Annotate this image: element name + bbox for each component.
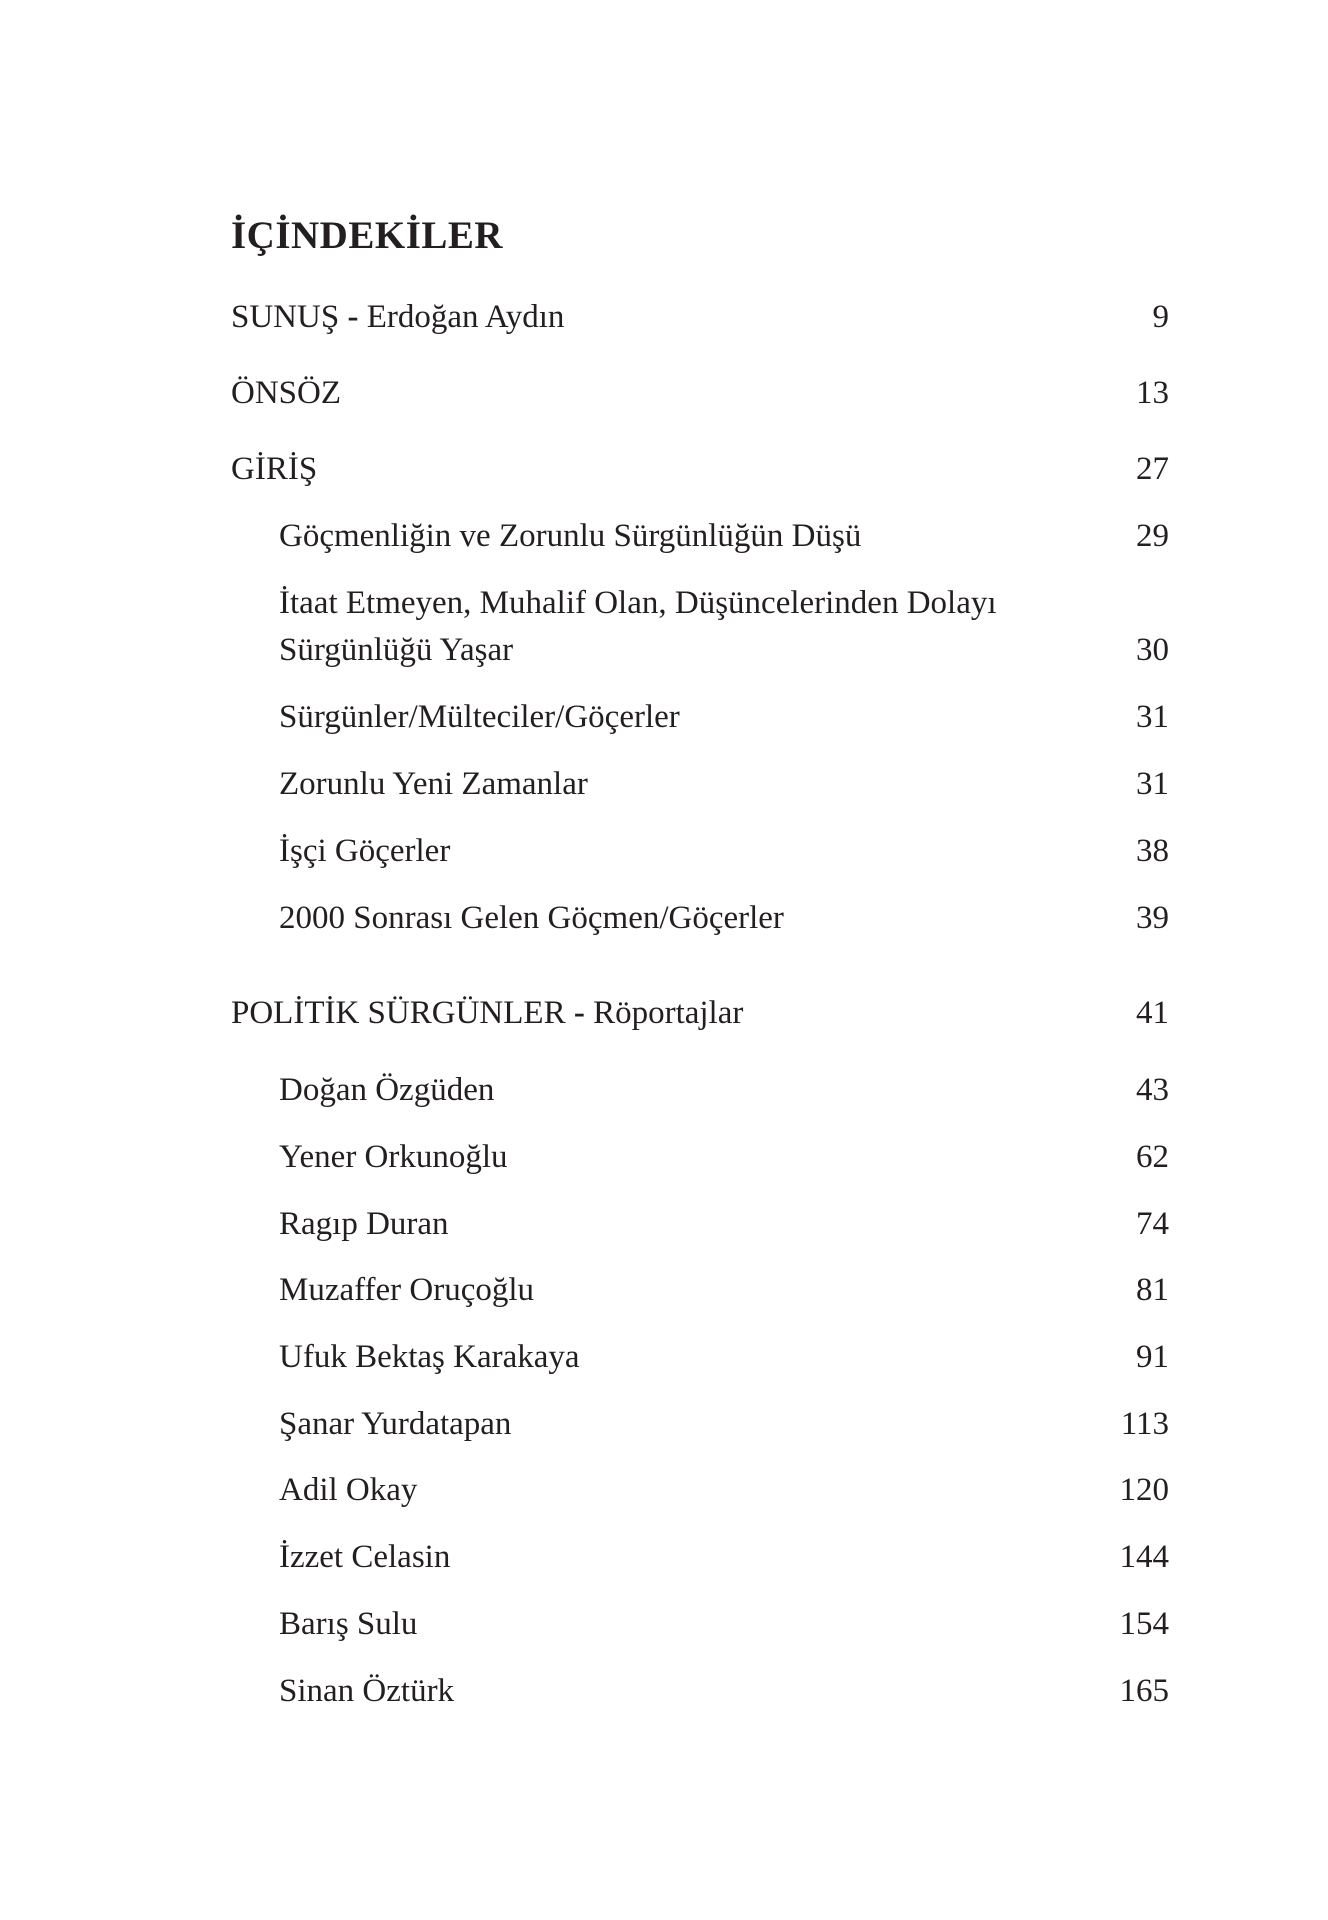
toc-page-number: 91: [1136, 1339, 1169, 1375]
toc-subentry: [279, 1534, 1169, 1581]
toc-entry-title: Ufuk Bektaş Karakaya: [279, 1339, 580, 1375]
toc-subentry: [279, 1668, 1169, 1715]
toc-subentry: [279, 1401, 1169, 1448]
toc-entry-politik-surgunler: [231, 990, 1169, 1037]
toc-subentry: [279, 1334, 1169, 1381]
toc-entry-title: Ragıp Duran: [279, 1206, 449, 1242]
toc-entry-title: İşçi Göçerler: [279, 833, 451, 869]
toc-page-number: 31: [1136, 699, 1169, 735]
toc-page-number: 39: [1136, 900, 1169, 936]
toc-entry-title: Yener Orkunoğlu: [279, 1139, 508, 1175]
toc-entry-title: Zorunlu Yeni Zamanlar: [279, 766, 588, 802]
toc-page-number: 13: [1136, 375, 1169, 411]
toc-entry-title: POLİTİK SÜRGÜNLER - Röportajlar: [231, 995, 744, 1031]
toc-entry-giris: [231, 446, 1169, 493]
toc-subentry: [279, 1601, 1169, 1648]
toc-entry-title: Göçmenliğin ve Zorunlu Sürgünlüğün Düşü: [279, 518, 862, 554]
toc-entry-title: Barış Sulu: [279, 1606, 418, 1642]
toc-entry-onsoz: [231, 370, 1169, 417]
toc-entry-title: Muzaffer Oruçoğlu: [279, 1272, 535, 1308]
toc-subentry: [279, 895, 1169, 942]
toc-page-number: 9: [1152, 299, 1169, 335]
toc-entry-title: Adil Okay: [279, 1472, 418, 1508]
toc-entry-title: İtaat Etmeyen, Muhalif Olan, Düşüncelerinden Dolayı Sürgünlüğü Yaşar: [279, 585, 997, 668]
toc-subentry: [279, 694, 1169, 741]
toc-entry-title: Sinan Öztürk: [279, 1673, 455, 1709]
toc-subentry: [279, 1201, 1169, 1248]
toc-page-number: 113: [1120, 1406, 1169, 1442]
toc-subentry: [279, 761, 1169, 808]
toc-page-number: 165: [1119, 1673, 1169, 1709]
toc-page-number: 144: [1119, 1539, 1169, 1575]
toc-subentry: [279, 1267, 1169, 1314]
toc-page-number: 120: [1119, 1472, 1169, 1508]
toc-entry-title: Şanar Yurdatapan: [279, 1406, 512, 1442]
toc-entry-title: Doğan Özgüden: [279, 1072, 495, 1108]
toc-page-number: 43: [1136, 1072, 1169, 1108]
toc-page-number: 27: [1136, 451, 1169, 487]
toc-page-number: 41: [1136, 995, 1169, 1031]
toc-page-number: 29: [1136, 518, 1169, 554]
toc-entry-title: GİRİŞ: [231, 451, 318, 487]
toc-subentry: [279, 513, 1169, 560]
toc-page-number: 154: [1119, 1606, 1169, 1642]
toc-page-number: 38: [1136, 833, 1169, 869]
toc-page-number: 30: [1136, 632, 1169, 668]
toc-entry-title: SUNUŞ - Erdoğan Aydın: [231, 299, 565, 335]
toc-entry-title: İzzet Celasin: [279, 1539, 451, 1575]
toc-subentry: [279, 1067, 1169, 1114]
toc-subentry: [279, 580, 1169, 674]
toc-subentry: [279, 1467, 1169, 1514]
toc-heading: İÇİNDEKİLER: [231, 214, 504, 257]
toc-entry-title: ÖNSÖZ: [231, 375, 342, 411]
toc-entry-title: Sürgünler/Mülteciler/Göçerler: [279, 699, 680, 735]
toc-page-number: 31: [1136, 766, 1169, 802]
toc-subentry: [279, 828, 1169, 875]
toc-page-number: 74: [1136, 1206, 1169, 1242]
toc-entry-title: 2000 Sonrası Gelen Göçmen/Göçerler: [279, 900, 784, 936]
toc-entry-sunus: [231, 294, 1169, 341]
toc-page-number: 62: [1136, 1139, 1169, 1175]
toc-subentry: [279, 1134, 1169, 1181]
toc-page-number: 81: [1136, 1272, 1169, 1308]
